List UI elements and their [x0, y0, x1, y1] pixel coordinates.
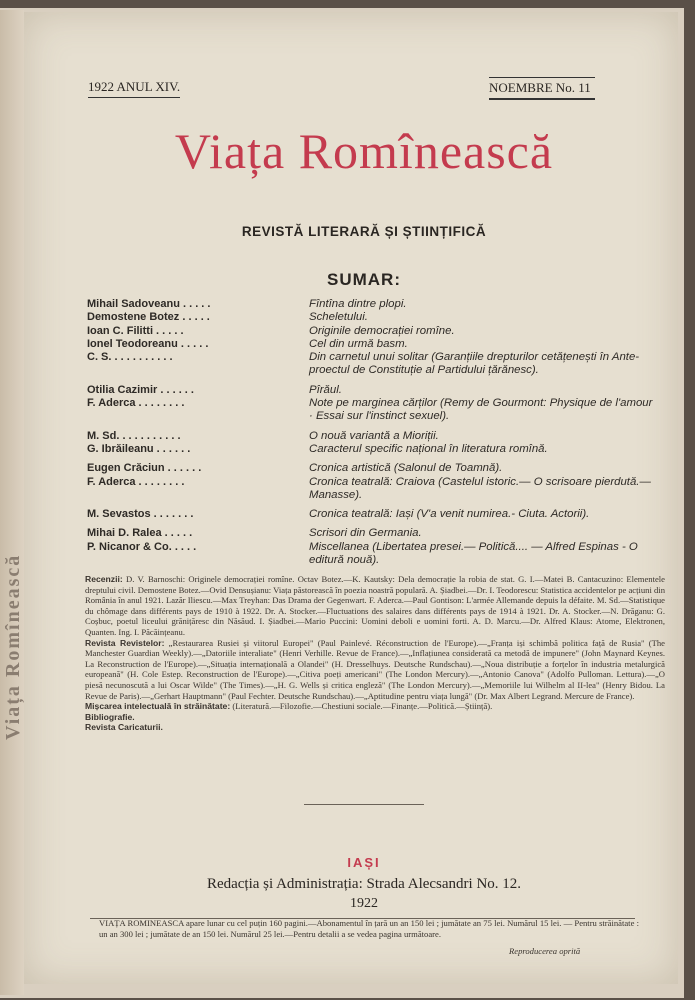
toc-entry — [87, 443, 657, 456]
journals-block — [85, 638, 665, 702]
toc-title: Miscellanea (Libertatea presei.— Politică.... — Alfred Espinas - O editură nouă). — [309, 540, 638, 567]
toc-title: Cronica teatrală: Craiova (Castelul istoric.— O scrisoare pierdută.—Manasse). — [309, 475, 651, 501]
toc-title: Originile democrației romîne. — [309, 324, 455, 337]
toc-author: Demostene Botez . . . . . — [87, 311, 210, 324]
toc-title: Cel din urmă basm. — [309, 337, 408, 350]
toc-author: G. Ibrăileanu . . . . . . — [87, 442, 191, 455]
toc-entry — [87, 462, 657, 475]
toc-entry — [87, 351, 657, 378]
toc-entry — [87, 338, 657, 351]
toc-title: O nouă variantă a Mioriții. — [309, 429, 439, 442]
spine — [0, 10, 24, 995]
intellectual-movement-text: (Literatură.—Filozofie.—Chestiuni sociale.—Finanțe.—Politică.—Știință). — [232, 701, 493, 712]
reproduction-notice: Reproducerea oprită — [509, 946, 581, 956]
bibliography-label: Bibliografie. — [85, 711, 135, 722]
city-label: IAȘI — [347, 855, 381, 870]
toc-entry — [87, 430, 657, 443]
year-issue-label: 1922 ANUL XIV. — [88, 79, 180, 98]
toc-author: Mihail Sadoveanu . . . . . — [87, 298, 211, 310]
publisher-address: Redacția și Administrația: Strada Alecsandri No. 12. — [206, 876, 522, 892]
magazine-subtitle: REVISTĂ LITERARĂ ȘI ȘTIINȚIFICĂ — [241, 224, 487, 239]
reviews-block — [85, 574, 665, 638]
table-of-contents — [87, 298, 657, 567]
journals-label: Revista Revistelor: — [85, 637, 165, 648]
toc-author: Mihai D. Ralea . . . . . — [87, 527, 193, 540]
toc-author: F. Aderca . . . . . . . . — [87, 397, 185, 410]
publication-year: 1922 — [350, 896, 378, 911]
reviews-text: D. V. Barnoschi: Originele democrației romîne. Octav Botez.—K. Kautsky: Dela democrație la robia de stat. G. I.—Matei B. Cantacuzino: Elementele dreptului civil. Demostene Botez.—Ovid Densușianu: Viața păstorească în poezia noastră populară. A. Șiadbei.—Dr. I. Teodorescu: Statistica accidentelor pe acțiuni din România în anul 1921. Lazăr Iliescu.—Max Treyhan: Das Drama der Gegenwart. F. Aderca.—Paul Gontison: L'armée Allemande depuis la défaite. M. Sd.—Statistique du chômage dans différents pays de 1910 à 1922. Dr. A. Stocker.—Fluctuations des salaires dans différents pays de 1914 à 1921. Dr. A. Stocker.—N. Drăganu: G. Coșbuc, poetul liceului grănițăresc din Năsăud. I. Șiadbei.—Mario Puccini: Uomini deboli e uomini forti. A. D. Marcu.—Dr. Alfred Klaus: Atome, Elektronen, Quanten. Ing. I. Păcăințeanu. — [85, 574, 665, 637]
spine-title: Viața Romînească — [2, 553, 24, 740]
toc-entry — [87, 476, 657, 503]
toc-entry — [87, 384, 657, 397]
magazine-cover — [24, 12, 678, 984]
toc-entry — [87, 311, 657, 324]
toc-author: Eugen Crăciun . . . . . . — [87, 462, 202, 475]
reviews-label: Recenzii: — [85, 574, 123, 584]
toc-title: Scheletului. — [309, 311, 368, 324]
toc-author: C. S. . . . . . . . . . . — [87, 351, 173, 364]
toc-entry — [87, 325, 657, 338]
toc-entry — [87, 527, 657, 540]
toc-author: F. Aderca . . . . . . . . — [87, 475, 185, 488]
toc-author: Ionel Teodoreanu . . . . . — [87, 337, 209, 350]
month-issue-label: NOEMBRE No. 11 — [489, 77, 595, 100]
toc-title: Din carnetul unui solitar (Garanțiile drepturilor cetățenești în Ante-proectul de Constituție al Partidului țărănesc). — [309, 351, 640, 377]
toc-author: Otilia Cazimir . . . . . . — [87, 383, 194, 396]
journals-text: „Restaurarea Rusiei și viitorul Europei" (Paul Painlevé. Réconstruction de l'Europe).—„Franța iși schimbă politica față de Rusia" (The Manchester Guardian Weekly).—„Datoriile interaliate" (Henri Verhille. Revue de France).—„Inflațiunea considerată ca metodă de impunere" (John Maynard Keynes. La Reconstruction de l'Europe).—„Situația internațională a Olandei" (H. Dresselhuys. Deutsche Rundschau).—„Noua distribuție a forțelor în industria metalurgică europeană" (H. Cole Estep. Reconstruction de l'Europe).—„Citiva poeți americani" (The London Mercury).—„Antonio Canova" (Adolfo Pulloman. Lettura).—„O piesă necunoscută a lui Oscar Wilde" (The Times).—„H. G. Wells și critica engleză" (The London Mercury).—„Memoriile lui Wilhelm al II-lea" (Henry Bidou. La Revue de Paris).—„Gerhart Hauptmann" (Paul Fechter. Deutsche Rundschau).—„Aptitudine pentru viața lungă" (Dr. Max Albert Legrand. Mercure de France). — [85, 637, 665, 701]
small-print-contents — [85, 574, 665, 733]
toc-title: Cronica teatrală: Iași (V'a venit numirea.- Ciuta. Actorii). — [309, 508, 590, 521]
caricature-review-label: Revista Caricaturii. — [85, 722, 163, 733]
toc-entry — [87, 298, 657, 311]
toc-title: Cronica artistică (Salonul de Toamnă). — [309, 462, 503, 475]
toc-title: Scrisori din Germania. — [309, 527, 422, 540]
toc-title: Fîntîna dintre plopi. — [309, 298, 407, 310]
toc-entry — [87, 508, 657, 521]
toc-entry — [87, 541, 657, 568]
intellectual-movement-label: Mișcarea intelectuală în străinătate: — [85, 701, 231, 712]
toc-author: M. Sd. . . . . . . . . . . — [87, 429, 181, 442]
contents-heading: SUMAR: — [327, 270, 401, 289]
toc-title: Caracterul specific național în literatura romînă. — [309, 442, 548, 455]
toc-title: Pîrăul. — [309, 383, 342, 396]
intellectual-movement-block — [85, 701, 665, 712]
divider — [304, 804, 424, 805]
toc-entry — [87, 397, 657, 424]
toc-author: P. Nicanor & Co. . . . . — [87, 540, 197, 553]
toc-author: M. Sevastos . . . . . . . — [87, 508, 194, 521]
subscription-note: VIAȚA ROMINEASCA apare lunar cu cel puțin 160 pagini.—Abonamentul în țară un an 150 lei ; jumătate an 75 lei. Numărul 15 lei. — Pentru străinătate : un an 300 lei ; jumătate de an 150 lei. Numărul 25 lei.—Pentru detalii a se vedea pagina următoare. — [99, 918, 639, 939]
toc-author: Ioan C. Filitti . . . . . — [87, 324, 184, 337]
magazine-title: Viața Romînească — [174, 123, 554, 179]
toc-title: Note pe marginea cărților (Remy de Gourmont: Physique de l'amour · Essai sur l'instinct sexuel). — [309, 397, 653, 423]
